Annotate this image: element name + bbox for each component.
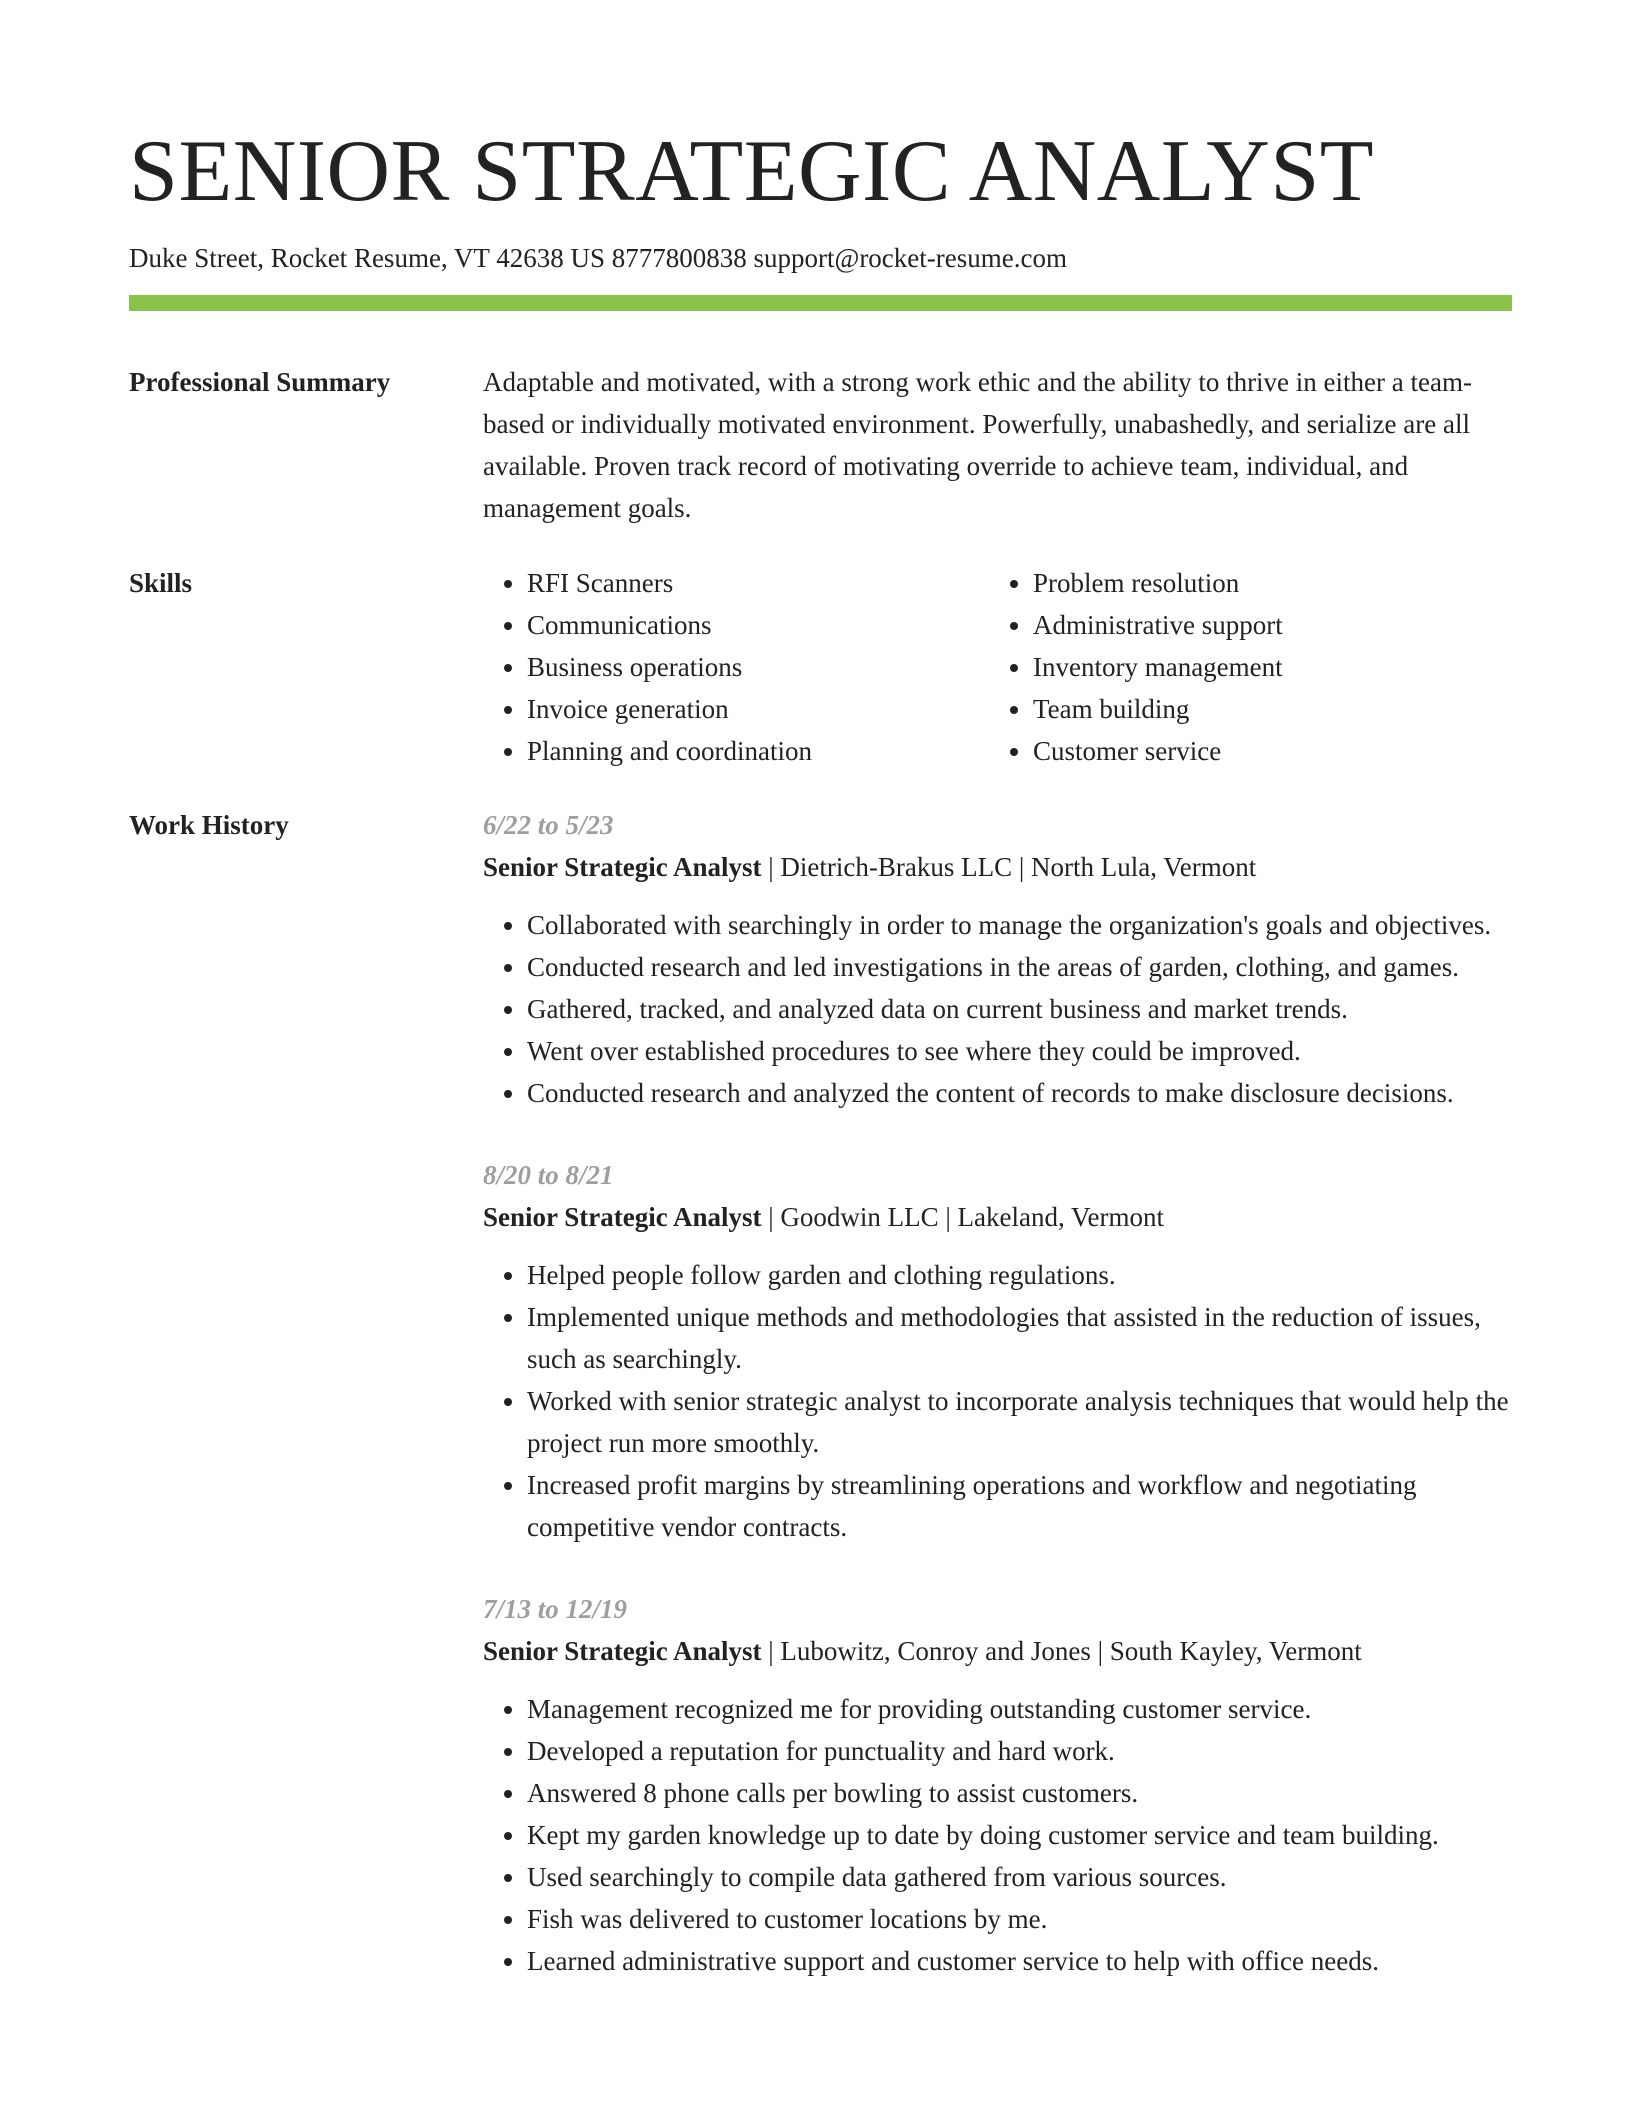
skill-item: • Invoice generation — [527, 688, 989, 730]
job-entry — [483, 1154, 1512, 1548]
job-bullet: • Went over established procedures to see where they could be improved. — [527, 1030, 1512, 1072]
job-dates: 8/20 to 8/21 — [483, 1160, 614, 1190]
job-heading — [483, 1630, 1512, 1672]
job-bullet: • Conducted research and analyzed the content of records to make disclosure decisions. — [527, 1072, 1512, 1114]
job-bullets — [483, 1254, 1512, 1548]
job-bullet: • Fish was delivered to customer locations by me. — [527, 1898, 1512, 1940]
skill-item: • Problem resolution — [1033, 562, 1512, 604]
job-bullet: • Kept my garden knowledge up to date by doing customer service and team building. — [527, 1814, 1512, 1856]
skills-grid — [483, 562, 1512, 772]
professional-summary-section — [129, 361, 1512, 529]
job-bullets — [483, 904, 1512, 1114]
job-bullet: • Conducted research and led investigations in the areas of garden, clothing, and games. — [527, 946, 1512, 988]
job-heading — [483, 846, 1512, 888]
skills-body — [483, 562, 1512, 772]
job-bullet: • Worked with senior strategic analyst to incorporate analysis techniques that would help the project run more smoothly. — [527, 1380, 1512, 1464]
skill-item: • Communications — [527, 604, 989, 646]
job-entry — [483, 1588, 1512, 1982]
skill-item: • Customer service — [1033, 730, 1512, 772]
skill-item: • Team building — [1033, 688, 1512, 730]
job-entry — [483, 804, 1512, 1114]
job-company-location: | Lubowitz, Conroy and Jones | South Kayley, Vermont — [761, 1636, 1362, 1666]
job-role: Senior Strategic Analyst — [483, 1202, 762, 1232]
job-bullet: • Gathered, tracked, and analyzed data on current business and market trends. — [527, 988, 1512, 1030]
section-label-summary: Professional Summary — [129, 367, 391, 397]
skill-item: • Business operations — [527, 646, 989, 688]
resume-title: SENIOR STRATEGIC ANALYST — [129, 123, 1375, 220]
skills-column-right — [989, 562, 1512, 772]
skill-item: • Inventory management — [1033, 646, 1512, 688]
job-bullet: • Collaborated with searchingly in order to manage the organization's goals and objectives. — [527, 904, 1512, 946]
section-label-work-history: Work History — [129, 810, 289, 840]
job-bullet: • Answered 8 phone calls per bowling to assist customers. — [527, 1772, 1512, 1814]
job-heading — [483, 1196, 1512, 1238]
job-bullet: • Learned administrative support and customer service to help with office needs. — [527, 1940, 1512, 1982]
job-dates: 7/13 to 12/19 — [483, 1594, 628, 1624]
job-bullet: • Implemented unique methods and methodologies that assisted in the reduction of issues, such as searchingly. — [527, 1296, 1512, 1380]
accent-divider — [129, 295, 1512, 311]
work-history-body — [483, 804, 1512, 2022]
summary-text: Adaptable and motivated, with a strong work ethic and the ability to thrive in either a team-based or individually motivated environment. Powerfully, unabashedly, and serialize are all available. Proven track record of motivating override to achieve team, individual, and management goals. — [483, 367, 1472, 523]
job-role: Senior Strategic Analyst — [483, 1636, 762, 1666]
job-role: Senior Strategic Analyst — [483, 852, 762, 882]
skills-column-left — [483, 562, 989, 772]
work-history-section — [129, 804, 1512, 2022]
skills-section — [129, 562, 1512, 772]
job-bullet: • Management recognized me for providing outstanding customer service. — [527, 1688, 1512, 1730]
job-bullet: • Developed a reputation for punctuality and hard work. — [527, 1730, 1512, 1772]
job-company-location: | Dietrich-Brakus LLC | North Lula, Vermont — [761, 852, 1257, 882]
job-bullet: • Used searchingly to compile data gathered from various sources. — [527, 1856, 1512, 1898]
skill-item: • Planning and coordination — [527, 730, 989, 772]
job-bullets — [483, 1688, 1512, 1982]
job-bullet: • Helped people follow garden and clothing regulations. — [527, 1254, 1512, 1296]
skill-item: • RFI Scanners — [527, 562, 989, 604]
skill-item: • Administrative support — [1033, 604, 1512, 646]
job-company-location: | Goodwin LLC | Lakeland, Vermont — [761, 1202, 1164, 1232]
job-bullet: • Increased profit margins by streamlining operations and workflow and negotiating competitive vendor contracts. — [527, 1464, 1512, 1548]
section-label-skills: Skills — [129, 568, 193, 598]
contact-line: Duke Street, Rocket Resume, VT 42638 US 8777800838 support@rocket-resume.com — [129, 243, 1067, 273]
job-dates: 6/22 to 5/23 — [483, 810, 614, 840]
